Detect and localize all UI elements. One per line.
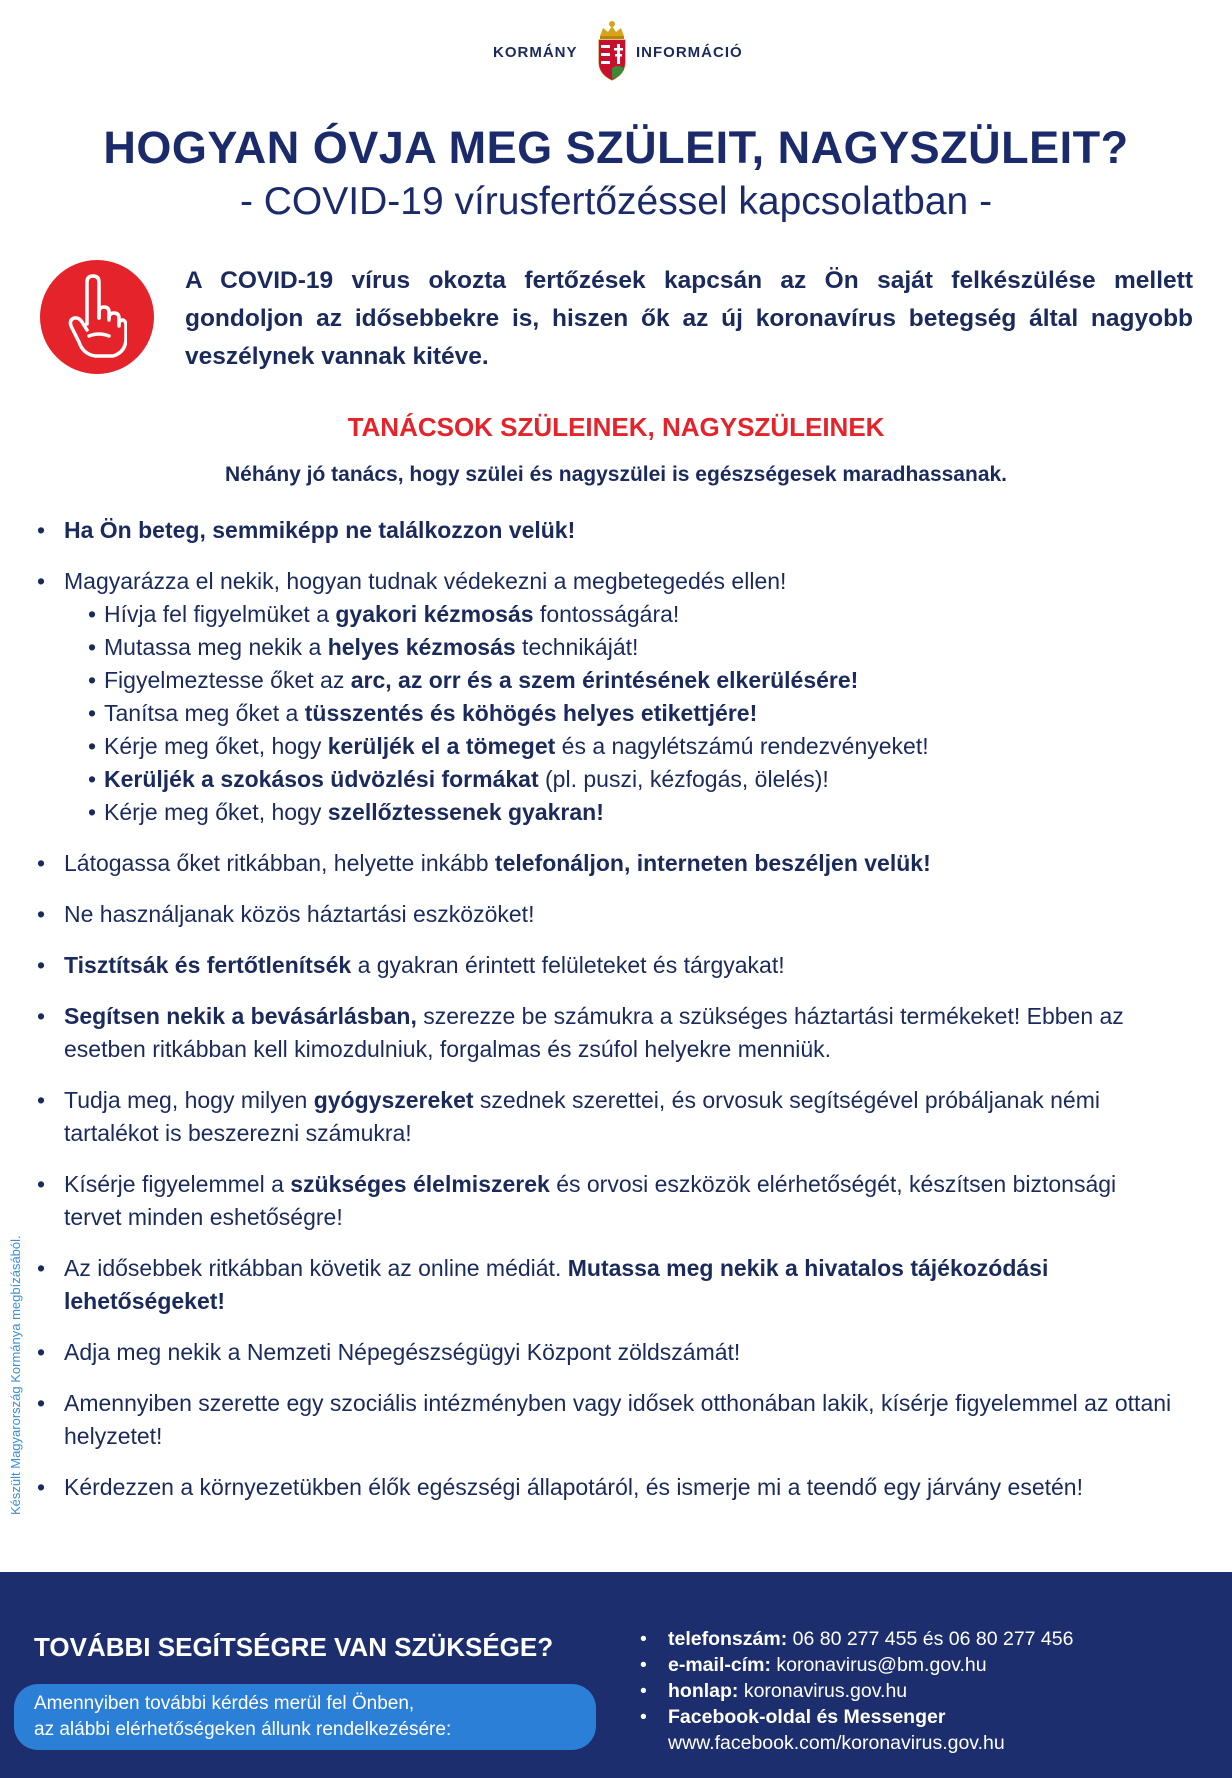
- contact-email: [638, 1652, 1073, 1678]
- bullet: •: [37, 1339, 46, 1365]
- section-subtitle: Néhány jó tanács, hogy szülei és nagyszülei is egészségesek maradhassanak.: [224, 463, 1008, 486]
- advice-text: Az idősebbek ritkábban követik az online médiát.: [64, 1255, 568, 1281]
- advice-text-bold: Mutassa meg nekik a hivatalos tájékozódási lehetőségeket!: [64, 1255, 1049, 1314]
- sub-list-item: [88, 631, 1174, 664]
- intro-paragraph: A COVID-19 vírus okozta fertőzések kapcsán az Ön saját felkészülése mellett gondoljon az idősebbekre is, hiszen ők az új koronavírus betegség által nagyobb veszélynek vannak kitéve.: [185, 267, 1193, 370]
- list-item: [34, 898, 1174, 931]
- bullet: •: [37, 952, 46, 978]
- bullet: •: [37, 1087, 46, 1113]
- advice-text-bold: arc, az orr és a szem érintésének elkerülésére!: [350, 667, 859, 693]
- advice-text-bold: telefonáljon, interneten beszéljen velük!: [494, 850, 931, 876]
- bullet: •: [37, 1255, 46, 1281]
- list-item: [34, 1168, 1174, 1234]
- bullet: •: [88, 601, 97, 627]
- advice-text: Kérdezzen a környezetükben élők egészségi állapotáról, és ismerje mi a teendő egy járvány esetén!: [64, 1474, 1083, 1500]
- footer-heading: TOVÁBBI SEGÍTSÉGRE VAN SZÜKSÉGE?: [34, 1632, 554, 1662]
- advice-text-bold: helyes kézmosás: [327, 634, 516, 660]
- sub-list-item: [88, 664, 1174, 697]
- bullet: •: [88, 799, 97, 825]
- advice-text: Látogassa őket ritkábban, helyette inkább: [64, 850, 495, 876]
- sub-list-item: [88, 730, 1174, 763]
- hungarian-crest-icon: [594, 18, 630, 82]
- contact-value[interactable]: www.facebook.com/koronavirus.gov.hu: [668, 1732, 1005, 1754]
- contact-value[interactable]: koronavirus@bm.gov.hu: [776, 1654, 987, 1676]
- bullet: •: [88, 766, 97, 792]
- advice-text: Kísérje figyelemmel a: [64, 1171, 291, 1197]
- sub-list-item: [88, 763, 1174, 796]
- contact-web: [638, 1678, 1073, 1704]
- bullet: •: [37, 1003, 46, 1029]
- advice-text: Adja meg nekik a Nemzeti Népegészségügyi Központ zöldszámát!: [64, 1339, 741, 1365]
- list-item: [34, 1387, 1174, 1453]
- bullet: •: [640, 1628, 647, 1650]
- advice-text: Kérje meg őket, hogy: [104, 733, 328, 759]
- raised-hand-icon: [67, 274, 127, 362]
- advice-text-bold: kerüljék el a tömeget: [327, 733, 556, 759]
- sub-list-item: [88, 598, 1174, 631]
- contact-phone: [638, 1626, 1073, 1652]
- list-item: [34, 1336, 1174, 1369]
- bullet: •: [88, 667, 97, 693]
- list-item: [34, 1252, 1174, 1318]
- advice-text-bold: Segítsen nekik a bevásárlásban,: [64, 1003, 417, 1029]
- bullet: •: [640, 1680, 647, 1702]
- bullet: •: [37, 901, 46, 927]
- advice-text: Hívja fel figyelmüket a: [104, 601, 336, 627]
- advice-text: Kérje meg őket, hogy: [104, 799, 328, 825]
- bullet: •: [88, 634, 97, 660]
- contact-list: [638, 1626, 1073, 1756]
- advice-text: Amennyiben szerette egy szociális intézményben vagy idősek otthonában lakik, kísérje figyelemmel az ottani helyzetet!: [64, 1390, 1172, 1449]
- advice-text: a gyakran érintett felületeket és tárgyakat!: [351, 952, 785, 978]
- footer-bubble: [14, 1684, 596, 1750]
- list-item: [34, 514, 1174, 547]
- bullet: •: [37, 850, 46, 876]
- advice-text-bold: Tisztítsák és fertőtlenítsék: [64, 952, 352, 978]
- bullet: •: [37, 1171, 46, 1197]
- advice-text-bold: szellőztessenek gyakran!: [327, 799, 604, 825]
- footer: [0, 1572, 1232, 1778]
- bubble-line-1: Amennyiben további kérdés merül fel Önben,: [34, 1693, 415, 1714]
- bullet: •: [640, 1654, 647, 1676]
- sub-list: [64, 598, 1174, 829]
- bullet: •: [37, 1390, 46, 1416]
- advice-text: és orvosi eszközök elérhetőségét, készítsen biztonsági tervet minden eshetőségre!: [64, 1171, 1117, 1230]
- advice-text: Ne használjanak közös háztartási eszközöket!: [64, 901, 535, 927]
- advice-text: Tudja meg, hogy milyen: [64, 1087, 314, 1113]
- bullet: •: [640, 1706, 647, 1728]
- contact-value[interactable]: 06 80 277 455 és 06 80 277 456: [792, 1628, 1074, 1650]
- advice-text-bold: tüsszentés és köhögés helyes etikettjére!: [304, 700, 758, 726]
- page-title: HOGYAN ÓVJA MEG SZÜLEIT, NAGYSZÜLEIT?: [103, 122, 1129, 173]
- advice-text-bold: Kerüljék a szokásos üdvözlési formákat: [104, 766, 539, 792]
- contact-label: e-mail-cím:: [668, 1654, 771, 1676]
- logo-text-right: INFORMÁCIÓ: [636, 44, 743, 61]
- advice-text: Tanítsa meg őket a: [104, 700, 305, 726]
- list-item: [34, 565, 1174, 829]
- list-item: [34, 847, 1174, 880]
- advice-text-bold: gyógyszereket: [313, 1087, 474, 1113]
- contact-label: telefonszám:: [668, 1628, 788, 1650]
- contact-value[interactable]: koronavirus.gov.hu: [743, 1680, 908, 1702]
- bubble-line-2: az alábbi elérhetőségeken állunk rendelkezésére:: [34, 1719, 452, 1740]
- advice-text: szerezze be számukra a szükséges háztartási termékeket! Ebben az esetben ritkábban kell kimozdulniuk, forgalmas és zsúfol helyekre menniük.: [64, 1003, 1124, 1062]
- contact-facebook: [638, 1704, 1073, 1756]
- advice-text-bold: Ha Ön beteg, semmiképp ne találkozzon velük!: [64, 517, 576, 543]
- warning-badge: [40, 260, 154, 374]
- advice-text: szednek szerettei, és orvosuk segítségével próbáljanak némi tartalékot is beszerezni számukra!: [64, 1087, 1100, 1146]
- government-logo: [0, 16, 1232, 86]
- advice-text: (pl. puszi, kézfogás, ölelés)!: [538, 766, 829, 792]
- bullet: •: [88, 733, 97, 759]
- side-note: Készült Magyarország Kormánya megbízásából.: [8, 1235, 23, 1515]
- bullet: •: [88, 700, 97, 726]
- advice-list: [34, 514, 1174, 1522]
- advice-text-bold: gyakori kézmosás: [335, 601, 534, 627]
- sub-list-item: [88, 796, 1174, 829]
- sub-list-item: [88, 697, 1174, 730]
- logo-text-left: KORMÁNY: [493, 44, 578, 61]
- list-item: [34, 949, 1174, 982]
- page-subtitle: - COVID-19 vírusfertőzéssel kapcsolatban -: [239, 180, 993, 223]
- contact-label: Facebook-oldal és Messenger: [668, 1706, 946, 1728]
- advice-text-bold: szükséges élelmiszerek: [290, 1171, 550, 1197]
- list-item: [34, 1084, 1174, 1150]
- advice-text: technikáját!: [515, 634, 639, 660]
- bullet: •: [37, 1474, 46, 1500]
- advice-text: Mutassa meg nekik a: [104, 634, 328, 660]
- list-item: [34, 1471, 1174, 1504]
- advice-text: Figyelmeztesse őket az: [104, 667, 351, 693]
- advice-text: Magyarázza el nekik, hogyan tudnak védekezni a megbetegedés ellen!: [64, 568, 787, 594]
- bullet: •: [37, 568, 46, 594]
- section-title: TANÁCSOK SZÜLEINEK, NAGYSZÜLEINEK: [347, 412, 885, 442]
- advice-text: és a nagylétszámú rendezvényeket!: [555, 733, 929, 759]
- advice-text: fontosságára!: [533, 601, 680, 627]
- list-item: [34, 1000, 1174, 1066]
- contact-label: honlap:: [668, 1680, 739, 1702]
- bullet: •: [37, 517, 46, 543]
